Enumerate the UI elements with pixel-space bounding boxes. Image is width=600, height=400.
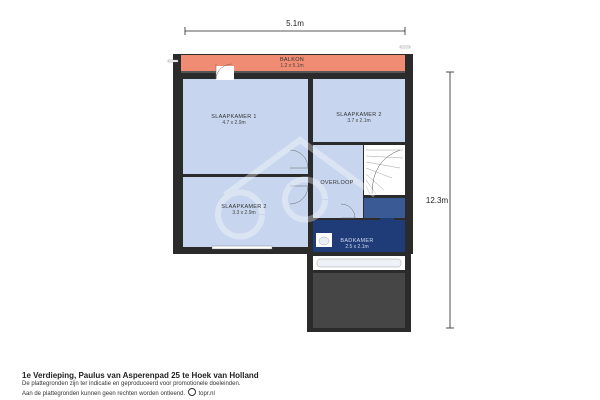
plan-title: 1e Verdieping, Paulus van Asperenpad 25 te Hoek van Holland (22, 371, 259, 380)
width-label: 5.1m (286, 19, 304, 28)
slaapkamer-2-right-size: 3.7 x 2.1m (347, 118, 371, 124)
staircase (364, 145, 405, 195)
height-dimension (426, 72, 454, 328)
slaapkamer-2-right-name: SLAAPKAMER 2 (336, 112, 382, 118)
disclaimer-line-2 (22, 388, 582, 398)
badkamer-name: BADKAMER (340, 238, 374, 244)
overloop-name: OVERLOOP (320, 180, 354, 186)
disclaimer-line-1: De plattegronden zijn ter indicatie en geproduceerd voor promotionele doeleinden. (22, 381, 241, 387)
slaapkamer-1-area (183, 79, 308, 174)
slaapkamer-2-left-size: 3.3 x 2.9m (232, 210, 256, 216)
height-label: 12.3m (425, 196, 449, 205)
site-link[interactable]: topr.nl (198, 391, 215, 397)
balcony-name: BALKON (279, 57, 305, 63)
roof-area (313, 273, 405, 328)
balcony-size: 1.2 x 5.1m (280, 63, 304, 69)
slaapkamer-1-name: SLAAPKAMER 1 (211, 114, 257, 120)
badkamer-size: 2.5 x 2.1m (345, 244, 369, 250)
width-dimension (185, 19, 405, 35)
window-top-right (400, 46, 410, 48)
slaapkamer-2-right-area (313, 79, 405, 142)
closet-area (364, 198, 405, 218)
slaapkamer-2-left-name: SLAAPKAMER 2 (221, 204, 267, 210)
footer (22, 371, 582, 398)
window-bottom-left (212, 246, 272, 249)
slaapkamer-1-size: 4.7 x 2.9m (222, 120, 246, 126)
window-top-left (168, 60, 178, 62)
balcony-railing (181, 71, 405, 73)
globe-icon (188, 388, 196, 396)
disclaimer-line-2-text: Aan de plattegronden kunnen geen rechten worden ontleend. (22, 391, 186, 397)
